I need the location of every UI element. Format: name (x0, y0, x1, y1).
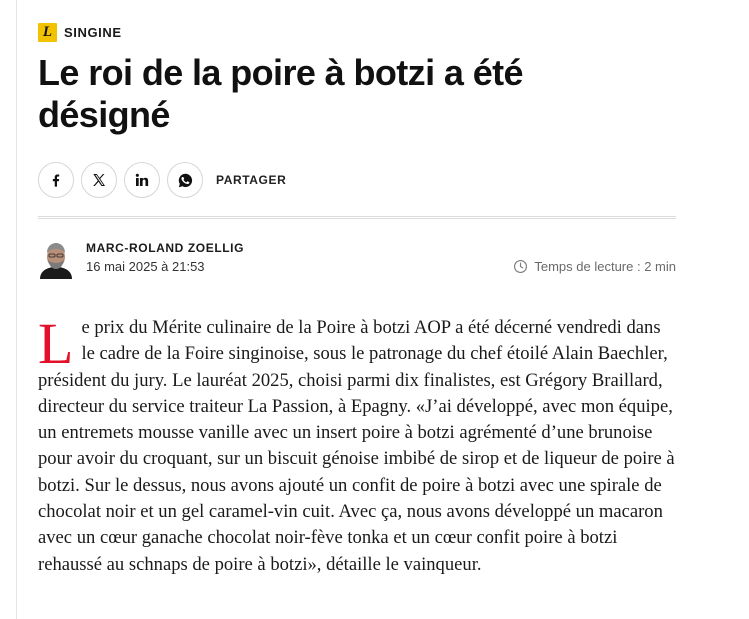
whatsapp-icon (177, 172, 194, 189)
share-whatsapp-button[interactable] (167, 162, 203, 198)
category-tag[interactable] (38, 22, 122, 42)
share-linkedin-button[interactable] (124, 162, 160, 198)
brand-logo: L (38, 23, 57, 42)
facebook-icon (48, 172, 64, 188)
category-label[interactable]: SINGINE (64, 24, 122, 40)
share-x-button[interactable] (81, 162, 117, 198)
publish-date: 16 mai 2025 à 21:53 (86, 259, 205, 274)
drop-cap: L (38, 311, 74, 376)
linkedin-icon (134, 172, 150, 188)
reading-time-label: Temps de lecture : 2 min (534, 259, 676, 274)
clock-icon (513, 259, 528, 274)
article-text: e prix du Mérite culinaire de la Poire à botzi AOP a été décerné vendredi dans le cadre de la Foire singinoise, sous le patronage du chef étoilé Alain Baechler, président du jury. Le lauréat 2025, choisi parmi dix finalistes, est Grégory Braillard, directeur du service traiteur La Passion, à Epagny. «J’ai développé, avec mon équipe, un entremets mousse vanille avec un insert poire à botzi agrémenté d’une brunoise pour avoir du croquant, sur un biscuit génoise imbibé de sirop et de liqueur de poire à botzi. Sur le dessus, nous avons ajouté un confit de poire à botzi avec une spirale de chocolat noir et un gel caramel-vin cuit. Avec ça, nous avons développé un macaron avec un cœur ganache chocolat noir-fève tonka et un cœur confit poire à botzi rehaussé au schnaps de poire à botzi», détaille le vainqueur. (38, 317, 675, 575)
share-bar (38, 162, 286, 198)
header-divider (38, 216, 676, 219)
reading-time (513, 259, 676, 274)
article-body (38, 311, 678, 578)
share-facebook-button[interactable] (38, 162, 74, 198)
author-name[interactable]: MARC-ROLAND ZOELLIG (86, 241, 245, 255)
share-label: PARTAGER (216, 173, 287, 187)
article-headline: Le roi de la poire à botzi a été désigné (38, 52, 523, 135)
page-left-border (16, 0, 17, 619)
x-icon (91, 172, 107, 188)
author-avatar[interactable] (38, 239, 74, 279)
